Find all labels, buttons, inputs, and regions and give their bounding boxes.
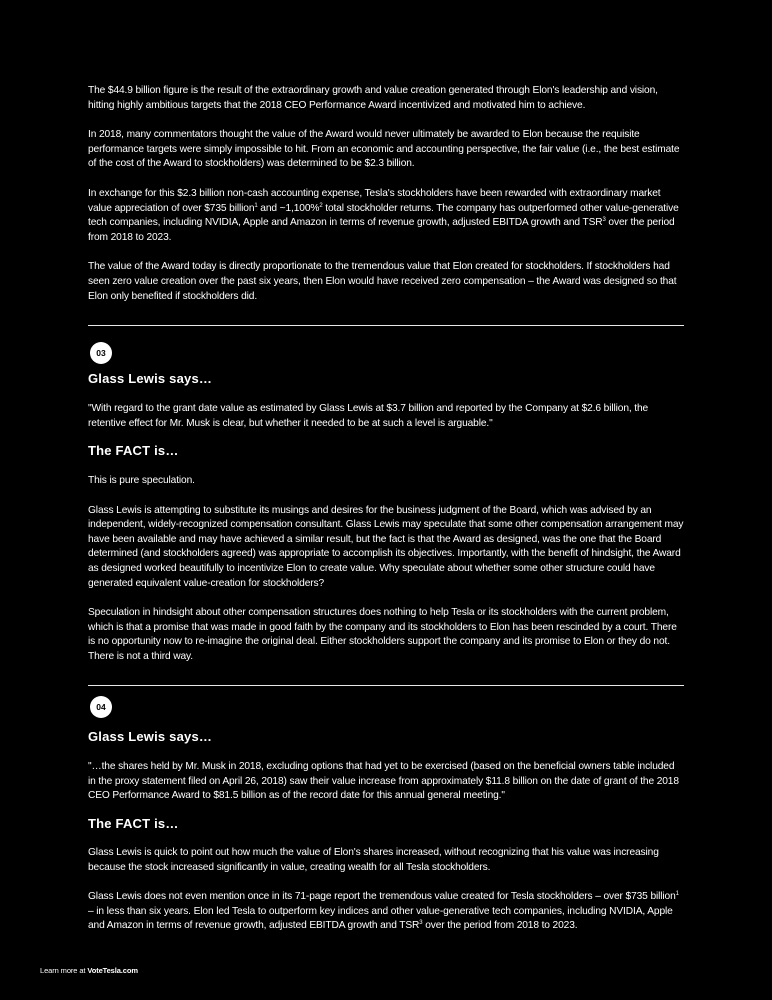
- glass-lewis-quote-block: [88, 760, 684, 819]
- section-divider: [88, 685, 684, 686]
- intro-paragraph-3-text-d: over the period from 2018 to 2023.: [88, 217, 675, 243]
- intro-paragraph-3-text-c: total stockholder returns. The company has outperformed other value-generative tech companies, including NVIDIA, Apple and Amazon in terms of revenue growth, adjusted EBITDA growth and TSR: [88, 202, 679, 229]
- intro-paragraph-3: [88, 187, 684, 245]
- intro-paragraph-4: The value of the Award today is directly proportionate to the tremendous value that Elon created for stockholders. If stockholders had seen zero value creation over the past six years, then Elon would have received zero compensation – the Award was designed so that Elon only benefited if stockholders did.: [88, 261, 677, 302]
- fact-paragraph-1: This is pure speculation.: [88, 475, 195, 486]
- fact-paragraph-1: Glass Lewis is quick to point out how much the value of Elon's shares increased, without recognizing that his value was increasing because the stock increased significantly in value, creating wealth for all Tesla stockholders.: [88, 847, 659, 873]
- section-divider: [88, 325, 684, 326]
- footer-link[interactable]: VoteTesla.com: [87, 966, 138, 975]
- fact-paragraph-2: Glass Lewis is attempting to substitute its musings and desires for the business judgment of the Board, which was advised by an independent, widely-recognized compensation consultant. Glass Lewis may speculate that some other compensation arrangement may have been available and may have achieved a similar result, but the fact is that the Award as designed, was the one that the Board determined (and stockholders agreed) was appropriate to accomplish its objectives. Importantly, with the benefit of hindsight, the Award as designed worked beautifully to incentivize Elon to create value. Why speculate about whether some other structure could have generated equivalent value-creation for stockholders?: [88, 504, 684, 589]
- fact-heading: The FACT is…: [88, 816, 179, 831]
- fact-heading: The FACT is…: [88, 443, 179, 458]
- glass-lewis-says-heading: Glass Lewis says…: [88, 371, 213, 386]
- fact-paragraph-2-text-a: Glass Lewis does not even mention once in its 71-page report the tremendous value created for Tesla stockholders – over $735 billion: [88, 891, 676, 903]
- footer: [40, 966, 138, 975]
- footnote-ref: 3: [419, 920, 423, 927]
- intro-section: [88, 84, 684, 319]
- footnote-ref: 3: [602, 217, 606, 224]
- glass-lewis-quote: "…the shares held by Mr. Musk in 2018, excluding options that had yet to be exercised (based on the beneficial owners table included in the proxy statement filed on April 26, 2018) saw their value increase from approximately $11.8 billion on the date of grant of the 2018 CEO Performance Award to $81.5 billion as of the record date for this annual general meeting.": [88, 761, 679, 802]
- intro-paragraph-3-text-a: In exchange for this $2.3 billion non-cash accounting expense, Tesla's stockholders have been rewarded with extraordinary market value appreciation of over $735 billion: [88, 187, 661, 214]
- fact-paragraph-2-text-b: – in less than six years. Elon led Tesla to outperform key indices and other value-generative tech companies, including NVIDIA, Apple and Amazon in terms of revenue growth, adjusted EBITDA growth and TSR: [88, 905, 673, 932]
- footnote-ref: 1: [675, 891, 679, 898]
- section-number-badge: 04: [90, 696, 112, 718]
- section-number-badge: 03: [90, 342, 112, 364]
- intro-paragraph-3-text-b: and ~1,100%: [257, 202, 320, 214]
- fact-block: [88, 846, 684, 949]
- footer-prefix: Learn more at: [40, 966, 88, 975]
- fact-paragraph-3: Speculation in hindsight about other compensation structures does nothing to help Tesla or its stockholders with the current problem, which is that a promise that was made in good faith by the company and its stockholders to Elon has been rescinded by a court. There is no opportunity now to re-imagine the original deal. Either stockholders support the company and its promise to Elon or they do not. There is not a third way.: [88, 607, 677, 662]
- footnote-ref: 1: [254, 202, 258, 209]
- fact-block: [88, 474, 684, 680]
- intro-paragraph-1: The $44.9 billion figure is the result of the extraordinary growth and value creation generated through Elon's leadership and vision, hitting highly ambitious targets that the 2018 CEO Performance Award incentivized and motivated him to achieve.: [88, 85, 658, 111]
- fact-paragraph-2-text-c: over the period from 2018 to 2023.: [422, 920, 578, 932]
- glass-lewis-quote-block: [88, 402, 684, 446]
- footnote-ref: 2: [319, 202, 323, 209]
- glass-lewis-quote: "With regard to the grant date value as estimated by Glass Lewis at $3.7 billion and reported by the Company at $2.6 billion, the retentive effect for Mr. Musk is clear, but whether it needed to be at such a level is arguable.": [88, 403, 649, 429]
- glass-lewis-says-heading: Glass Lewis says…: [88, 729, 213, 744]
- intro-paragraph-2: In 2018, many commentators thought the value of the Award would never ultimately be awarded to Elon because the requisite performance targets were simply impossible to hit. From an economic and accounting perspective, the fair value (i.e., the best estimate of the cost of the Award to stockholders) was determined to be $2.3 billion.: [88, 129, 680, 170]
- fact-paragraph-2: [88, 890, 684, 934]
